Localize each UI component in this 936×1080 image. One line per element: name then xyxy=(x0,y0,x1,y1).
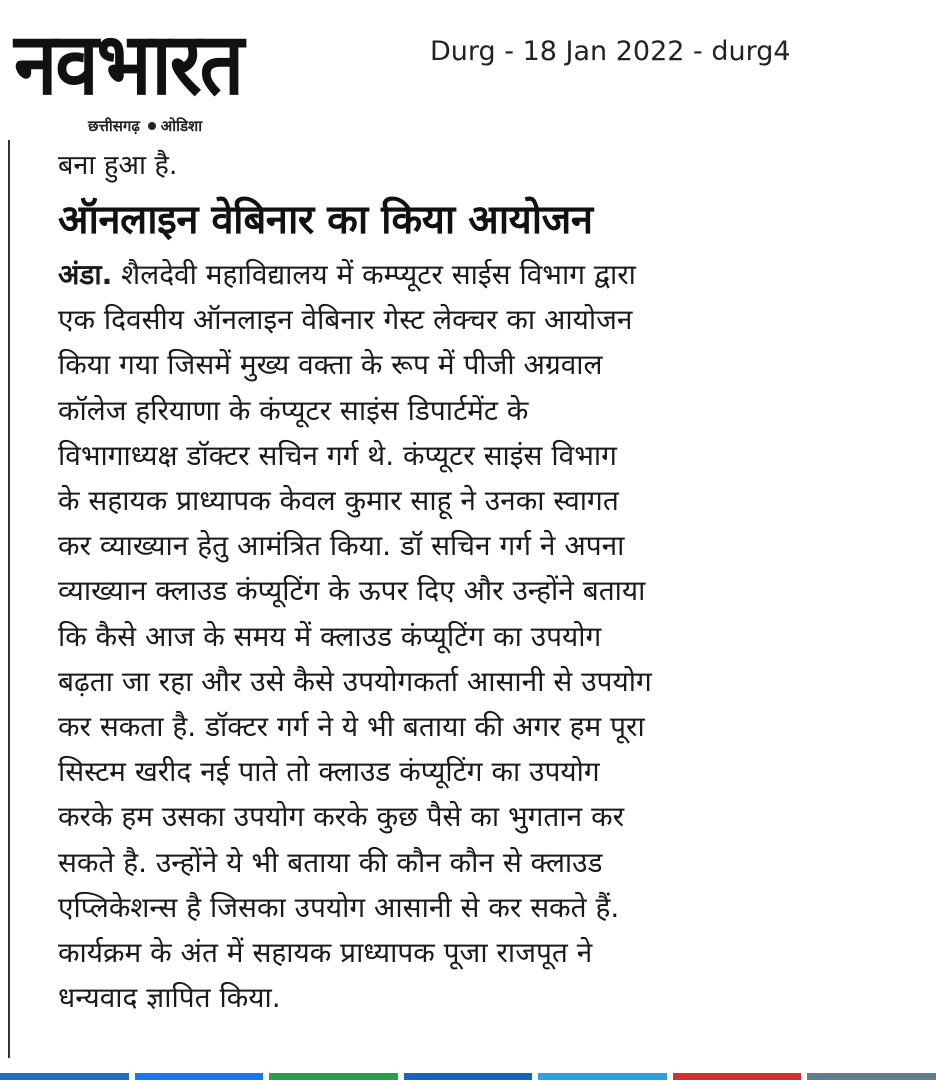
article-headline: ऑनलाइन वेबिनार का किया आयोजन xyxy=(58,197,593,243)
share-button-6[interactable] xyxy=(673,1073,802,1080)
body-line: कार्यक्रम के अंत में सहायक प्राध्यापक पूजा राजपूत ने xyxy=(58,936,593,970)
body-line: करके हम उसका उपयोग करके कुछ पैसे का भुगतान कर xyxy=(58,800,625,834)
masthead-regions xyxy=(88,116,202,136)
share-button-5[interactable] xyxy=(538,1073,667,1080)
article-body xyxy=(58,252,898,1020)
body-line: सकते है. उन्होंने ये भी बताया की कौन कौन से क्लाउड xyxy=(58,845,603,879)
body-line: बढ़ता जा रहा और उसे कैसे उपयोगकर्ता आसानी से उपयोग xyxy=(58,664,652,698)
previous-article-tail: बना हुआ है. xyxy=(58,150,178,181)
body-line: धन्यवाद ज्ञापित किया. xyxy=(58,981,281,1015)
share-button-4[interactable] xyxy=(404,1073,533,1080)
crop-edge xyxy=(0,1058,936,1073)
share-button-7[interactable] xyxy=(807,1073,936,1080)
news-article xyxy=(58,144,898,1020)
body-line: कि कैसे आज के समय में क्लाउड कंप्यूटिंग का उपयोग xyxy=(58,619,602,653)
share-button-1[interactable] xyxy=(0,1073,129,1080)
region-chhattisgarh: छत्तीसगढ़ xyxy=(88,117,140,135)
body-line: कर व्याख्यान हेतु आमंत्रित किया. डॉ सचिन गर्ग ने अपना xyxy=(58,529,625,563)
body-line: व्याख्यान क्लाउड कंप्यूटिंग के ऊपर दिए और उन्होंने बताया xyxy=(58,574,646,608)
edition-label: Durg - 18 Jan 2022 - durg4 xyxy=(430,36,791,67)
share-button-2[interactable] xyxy=(135,1073,264,1080)
body-line: कर सकता है. डॉक्टर गर्ग ने ये भी बताया की अगर हम पूरा xyxy=(58,710,645,744)
region-odisha: ओडिशा xyxy=(160,117,203,135)
body-line: एक दिवसीय ऑनलाइन वेबिनार गेस्ट लेक्चर का आयोजन xyxy=(58,303,633,337)
body-line: कॉलेज हरियाणा के कंप्यूटर साइंस डिपार्टमेंट के xyxy=(58,393,529,427)
body-line: अंडा. शैलदेवी महाविद्यालय में कम्प्यूटर साईस विभाग द्वारा xyxy=(58,258,636,291)
share-bar xyxy=(0,1073,936,1080)
body-line: सिस्टम खरीद नई पाते तो क्लाउड कंप्यूटिंग का उपयोग xyxy=(58,755,600,789)
newspaper-logo: नवभारत xyxy=(14,15,243,115)
body-line: एप्लिकेशन्स है जिसका उपयोग आसानी से कर सकते हैं. xyxy=(58,890,620,924)
share-button-3[interactable] xyxy=(269,1073,398,1080)
column-rule xyxy=(8,140,10,1060)
body-line: के सहायक प्राध्यापक केवल कुमार साहू ने उनका स्वागत xyxy=(58,484,619,518)
dateline: अंडा. xyxy=(58,258,113,291)
newspaper-masthead xyxy=(0,0,400,140)
bullet-icon xyxy=(148,122,156,130)
body-line: विभागाध्यक्ष डॉक्टर सचिन गर्ग थे. कंप्यूटर साइंस विभाग xyxy=(58,438,617,472)
body-line: किया गया जिसमें मुख्य वक्ता के रूप में पीजी अग्रवाल xyxy=(58,348,603,382)
